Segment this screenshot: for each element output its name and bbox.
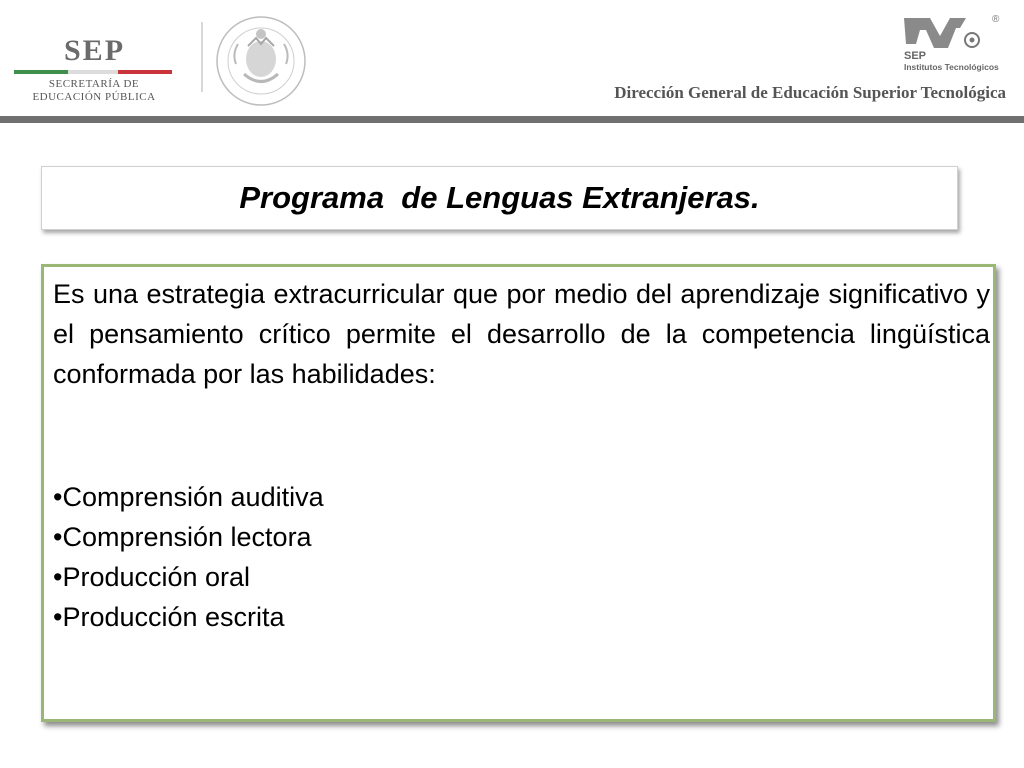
sep-logo — [14, 34, 174, 106]
slide-title: Programa de Lenguas Extranjeras. — [239, 180, 760, 215]
content-paragraph: Es una estrategia extracurricular que por medio del aprendizaje significativo y el pensamiento crítico permite el desarrollo de la competencia lingüística conformada por las habilidades: — [53, 279, 990, 389]
header-rule — [0, 116, 1024, 123]
flag-color-bar — [14, 70, 172, 74]
ti-subtitle: Institutos Tecnológicos — [904, 62, 999, 72]
slide-title-box — [41, 166, 958, 230]
ti-emblem-icon — [900, 14, 980, 52]
ti-sep-label: SEP — [904, 50, 927, 62]
institutos-tecnologicos-logo — [900, 14, 1010, 78]
skills-list — [53, 477, 324, 637]
sep-wordmark: SEP — [64, 34, 126, 67]
logo-divider — [201, 22, 203, 92]
sep-subtitle: SECRETARÍA DE EDUCACIÓN PÚBLICA — [32, 78, 156, 103]
dgest-title: Dirección General de Educación Superior Tecnológica — [614, 83, 1006, 102]
list-item: •Comprensión auditiva — [53, 482, 324, 512]
escudo-nacional-icon — [214, 14, 308, 108]
list-item: •Comprensión lectora — [53, 522, 312, 552]
slide-header — [0, 0, 1024, 118]
content-box — [41, 264, 996, 722]
registered-mark: ® — [992, 14, 1000, 25]
list-item: •Producción oral — [53, 562, 251, 592]
list-item: •Producción escrita — [53, 602, 285, 632]
